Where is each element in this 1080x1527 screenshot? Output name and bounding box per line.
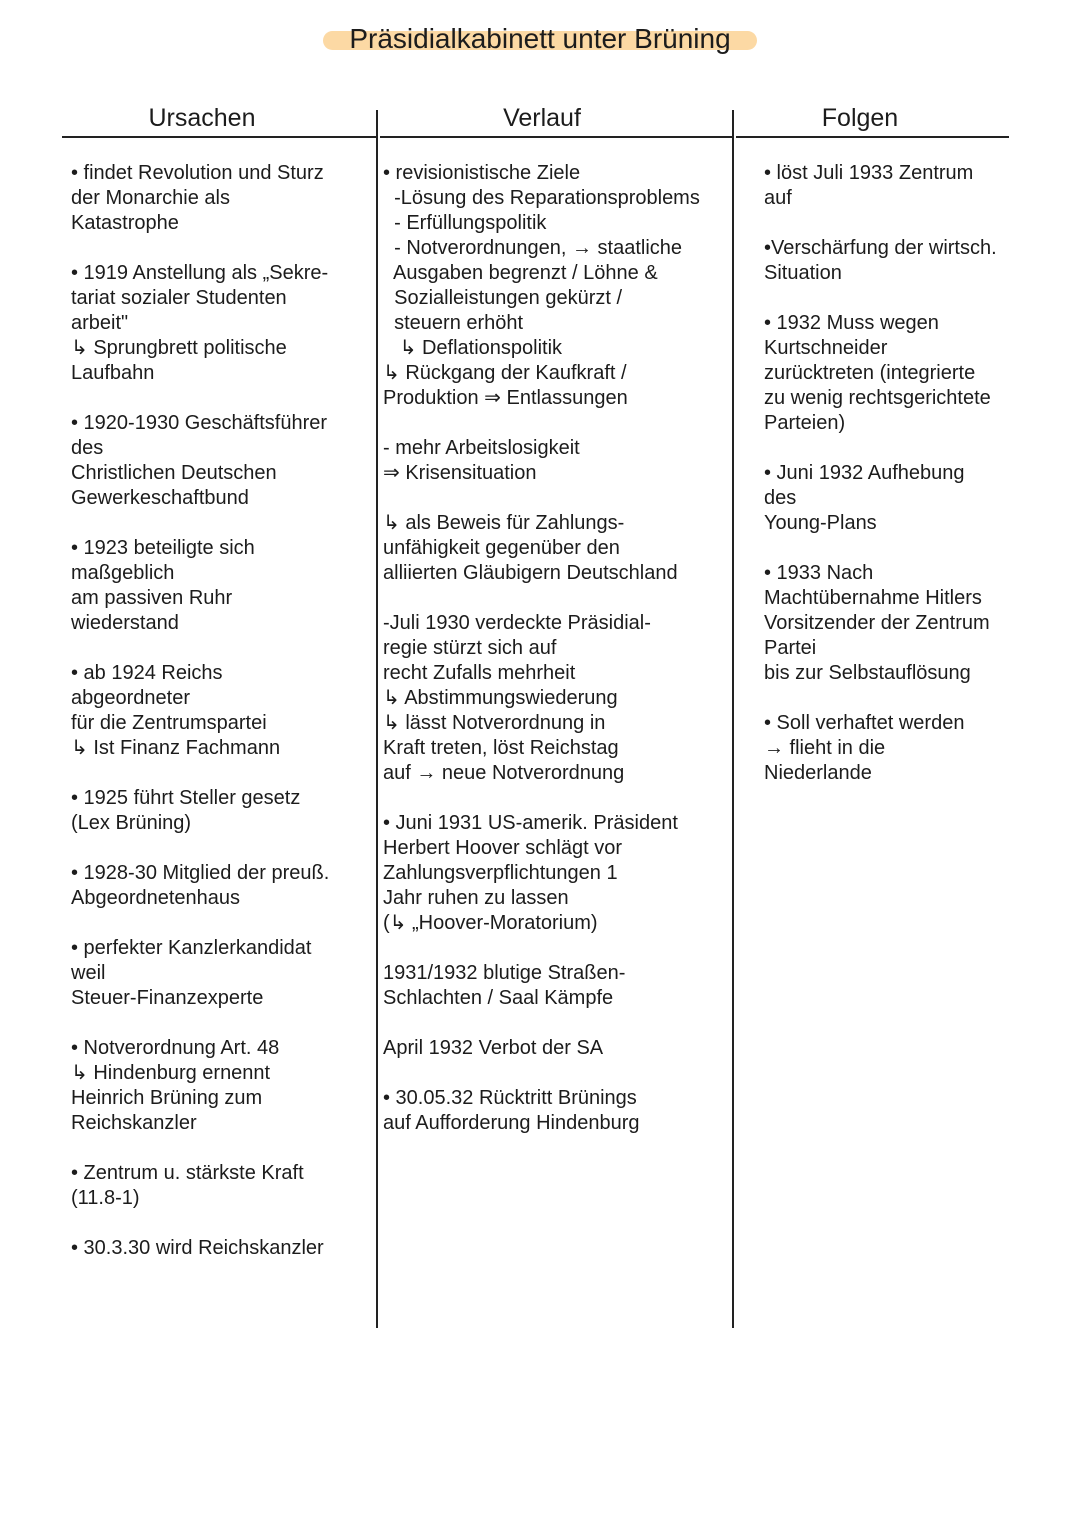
entry-line: regie stürzt sich auf xyxy=(383,637,557,659)
column-heading-ursachen: Ursachen xyxy=(148,104,256,132)
entry-line: Steuer-Finanzexperte xyxy=(71,987,264,1009)
title-area xyxy=(0,22,1080,56)
entry-line: • 1919 Anstellung als „Sekre- xyxy=(71,262,329,284)
entry-line: • Notverordnung Art. 48 xyxy=(71,1037,280,1059)
entry-line: Ausgaben begrenzt / Löhne & xyxy=(383,262,658,284)
list-item xyxy=(764,461,1076,536)
list-item xyxy=(383,811,728,936)
entry-line: • löst Juli 1933 Zentrum xyxy=(764,162,974,184)
list-item xyxy=(71,536,371,636)
column-heading-folgen: Folgen xyxy=(821,104,899,132)
entry-line: Young-Plans xyxy=(764,512,877,534)
entry-line: Machtübernahme Hitlers xyxy=(764,587,982,609)
entry-line: des xyxy=(764,487,797,509)
entry-line: Christlichen Deutschen xyxy=(71,462,277,484)
list-item xyxy=(71,1236,371,1261)
entry-line: auf → neue Notverordnung xyxy=(383,762,625,784)
entry-line: recht Zufalls mehrheit xyxy=(383,662,576,684)
entry-line: für die Zentrumspartei xyxy=(71,712,267,734)
entry-line: • Juni 1932 Aufhebung xyxy=(764,462,965,484)
entry-line: Schlachten / Saal Kämpfe xyxy=(383,987,614,1009)
list-item xyxy=(764,161,1076,211)
entry-line: zurücktreten (integrierte xyxy=(764,362,976,384)
entry-line: -Lösung des Reparationsproblems xyxy=(383,187,700,209)
list-item xyxy=(71,861,371,911)
list-item xyxy=(383,436,728,486)
entry-line: • 1920-1930 Geschäftsführer xyxy=(71,412,328,434)
list-item xyxy=(383,1036,728,1061)
list-item xyxy=(764,311,1076,436)
entry-line: • 1933 Nach xyxy=(764,562,874,584)
entry-line: bis zur Selbstauflösung xyxy=(764,662,971,684)
entry-line: ↳ als Beweis für Zahlungs- xyxy=(383,512,625,534)
entry-line: ↳ Sprungbrett politische xyxy=(71,337,287,359)
entry-line: •Verschärfung der wirtsch. xyxy=(764,237,997,259)
entry-line: Abgeordnetenhaus xyxy=(71,887,241,909)
entry-line: der Monarchie als xyxy=(71,187,230,209)
column-heading-verlauf: Verlauf xyxy=(503,104,581,132)
list-item xyxy=(71,786,371,836)
entry-line: steuern erhöht xyxy=(383,312,524,334)
entry-line: Kraft treten, löst Reichstag xyxy=(383,737,619,759)
entry-line: zu wenig rechtsgerichtete xyxy=(764,387,991,409)
entry-line: • 30.05.32 Rücktritt Brünings xyxy=(383,1087,637,1109)
column-ursachen xyxy=(71,161,371,1286)
entry-line: - Notverordnungen, → staatliche xyxy=(383,237,683,259)
entry-line: ↳ Ist Finanz Fachmann xyxy=(71,737,281,759)
page-title: Präsidialkabinett unter Brüning xyxy=(323,22,756,56)
entry-line: (↳ „Hoover-Moratorium) xyxy=(383,912,598,934)
entry-line: ⇒ Krisensituation xyxy=(383,462,537,484)
list-item xyxy=(71,661,371,761)
entry-line: wiederstand xyxy=(71,612,179,634)
entry-line: Heinrich Brüning zum xyxy=(71,1087,263,1109)
list-item xyxy=(764,561,1076,686)
entry-line: auf xyxy=(764,187,792,209)
entry-line: Zahlungsverpflichtungen 1 xyxy=(383,862,618,884)
entry-line: abgeordneter xyxy=(71,687,190,709)
entry-line: am passiven Ruhr xyxy=(71,587,233,609)
entry-line: -Juli 1930 verdeckte Präsidial- xyxy=(383,612,651,634)
list-item xyxy=(383,961,728,1011)
entry-line: ↳ Abstimmungswiederung xyxy=(383,687,618,709)
list-item xyxy=(383,611,728,786)
entry-line: tariat sozialer Studenten xyxy=(71,287,287,309)
entry-line: Reichskanzler xyxy=(71,1112,197,1134)
entry-line: weil xyxy=(71,962,106,984)
entry-line: Katastrophe xyxy=(71,212,179,234)
list-item xyxy=(71,1161,371,1211)
entry-line: • Zentrum u. stärkste Kraft xyxy=(71,1162,304,1184)
entry-line: • perfekter Kanzlerkandidat xyxy=(71,937,312,959)
entry-line: Herbert Hoover schlägt vor xyxy=(383,837,622,859)
entry-line: • 30.3.30 wird Reichskanzler xyxy=(71,1237,324,1259)
entry-line: Vorsitzender der Zentrum xyxy=(764,612,990,634)
entry-line: Partei xyxy=(764,637,817,659)
entry-line: • ab 1924 Reichs xyxy=(71,662,223,684)
list-item xyxy=(71,261,371,386)
entry-line: • revisionistische Ziele xyxy=(383,162,581,184)
entry-line: → flieht in die xyxy=(764,737,886,759)
list-item xyxy=(764,711,1076,786)
column-verlauf xyxy=(383,161,728,1161)
list-item xyxy=(383,511,728,586)
list-item xyxy=(71,936,371,1011)
entry-line: arbeit" xyxy=(71,312,129,334)
heading-underline-folgen xyxy=(736,136,1009,138)
column-folgen xyxy=(764,161,1076,811)
entry-line: • Soll verhaftet werden xyxy=(764,712,965,734)
entry-line: Laufbahn xyxy=(71,362,155,384)
column-divider-left xyxy=(376,110,378,1328)
column-divider-right xyxy=(732,110,734,1328)
entry-line: - Erfüllungspolitik xyxy=(383,212,547,234)
entry-line: alliierten Gläubigern Deutschland xyxy=(383,562,678,584)
entry-line: Kurtschneider xyxy=(764,337,888,359)
entry-line: • Juni 1931 US-amerik. Präsident xyxy=(383,812,678,834)
entry-line: Produktion ⇒ Entlassungen xyxy=(383,387,628,409)
entry-line: - mehr Arbeitslosigkeit xyxy=(383,437,580,459)
entry-line: • 1932 Muss wegen xyxy=(764,312,939,334)
list-item xyxy=(764,236,1076,286)
entry-line: Gewerkeschaftbund xyxy=(71,487,249,509)
entry-line: ↳ Rückgang der Kaufkraft / xyxy=(383,362,627,384)
entry-line: April 1932 Verbot der SA xyxy=(383,1037,604,1059)
entry-line: • findet Revolution und Sturz xyxy=(71,162,324,184)
heading-underline-verlauf xyxy=(380,136,732,138)
list-item xyxy=(383,161,728,411)
entry-line: • 1923 beteiligte sich xyxy=(71,537,255,559)
entry-line: des xyxy=(71,437,104,459)
entry-line: Jahr ruhen zu lassen xyxy=(383,887,569,909)
entry-line: 1931/1932 blutige Straßen- xyxy=(383,962,626,984)
entry-line: auf Aufforderung Hindenburg xyxy=(383,1112,640,1134)
list-item xyxy=(71,161,371,236)
entry-line: Sozialleistungen gekürzt / xyxy=(383,287,623,309)
list-item xyxy=(71,411,371,511)
entry-line: • 1928-30 Mitglied der preuß. xyxy=(71,862,330,884)
heading-underline-ursachen xyxy=(62,136,376,138)
entry-line: ↳ Hindenburg ernennt xyxy=(71,1062,271,1084)
entry-line: unfähigkeit gegenüber den xyxy=(383,537,620,559)
list-item xyxy=(71,1036,371,1136)
entry-line: ↳ lässt Notverordnung in xyxy=(383,712,606,734)
entry-line: • 1925 führt Steller gesetz xyxy=(71,787,301,809)
entry-line: Situation xyxy=(764,262,842,284)
entry-line: Parteien) xyxy=(764,412,846,434)
entry-line: (Lex Brüning) xyxy=(71,812,192,834)
entry-line: (11.8-1) xyxy=(71,1187,140,1209)
list-item xyxy=(383,1086,728,1136)
entry-line: ↳ Deflationspolitik xyxy=(383,337,563,359)
entry-line: maßgeblich xyxy=(71,562,175,584)
entry-line: Niederlande xyxy=(764,762,872,784)
